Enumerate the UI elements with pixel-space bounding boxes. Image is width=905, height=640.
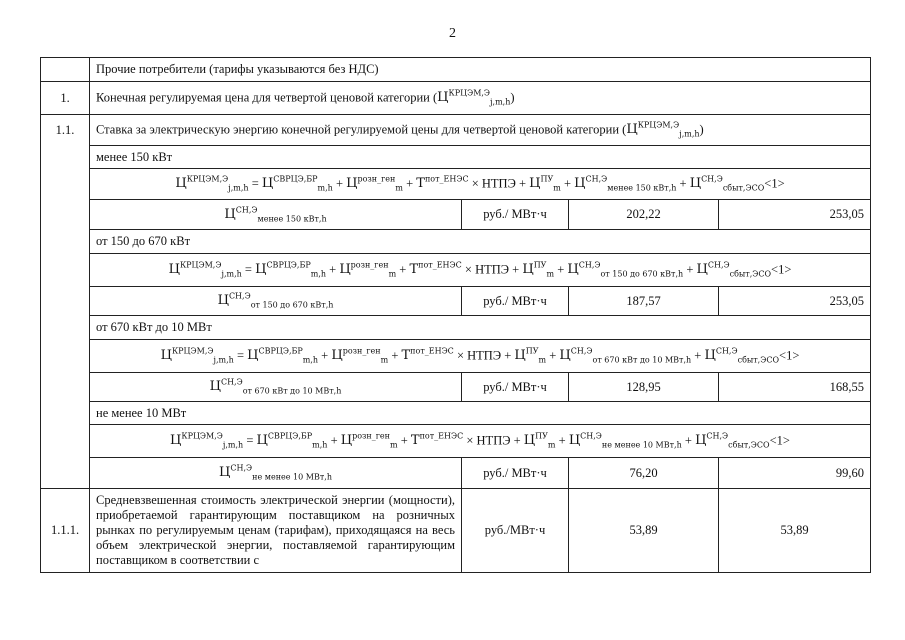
group-title-row — [41, 402, 871, 425]
row-1-text: Конечная регулируемая цена для четвертой ценовой категории — [96, 90, 430, 105]
unit-cell: руб./ МВт·ч — [462, 373, 569, 402]
row-text: Ставка за электрическую энергию конечной регулируемой цены для четвертой ценовой категории $(Ц^{КРЦЭМ,Э}_{j,m,h})$ — [90, 115, 871, 146]
group-title-row — [41, 230, 871, 254]
variable-label: $Ц^{СН,Э}_{от 150 до 670 кВт,h}$ — [90, 287, 462, 316]
unit-cell: руб./МВт·ч — [462, 489, 569, 573]
row-number: 1.1.1. — [41, 489, 90, 573]
row-number: 1.1. — [41, 115, 90, 146]
value-cell: 53,89 — [569, 489, 719, 573]
formula-symbol: $Ц^{КРЦЭМ,Э}_{j,m,h}$ — [437, 88, 511, 107]
formula: $Ц^{КРЦЭМ,Э}_{j,m,h} = Ц^{СВРЦЭ,БР}_{m,h} + Ц^{розн\_ген}_m + T^{пот\_ЕНЭС}$ × НТПЭ + $Ц^{ПУ}_m + Ц^{СН,Э}_{не менее 10 МВт,h} + Ц^{СН,Э}_{сбыт,ЭСО}<1>$ — [90, 425, 871, 458]
formula-symbol: $Ц^{КРЦЭМ,Э}_{j,m,h}$ — [626, 120, 700, 139]
unit-cell: руб./ МВт·ч — [462, 458, 569, 489]
value-row — [41, 287, 871, 316]
value-row — [41, 458, 871, 489]
group-title: не менее 10 МВт — [90, 402, 871, 425]
row-text: Конечная регулируемая цена для четвертой ценовой категории $(Ц^{КРЦЭМ,Э}_{j,m,h})$ — [90, 82, 871, 115]
value-cell: 128,95 — [569, 373, 719, 402]
group-title: от 150 до 670 кВт — [90, 230, 871, 254]
group-title-row — [41, 146, 871, 169]
num-cell — [41, 146, 90, 489]
formula: $Ц^{КРЦЭМ,Э}_{j,m,h} = Ц^{СВРЦЭ,БР}_{m,h} + Ц^{розн\_ген}_m + T^{пот\_ЕНЭС}$ × НТПЭ + $Ц^{ПУ}_m + Ц^{СН,Э}_{от 150 до 670 кВт,h} + Ц^{СН,Э}_{сбыт,ЭСО}<1>$ — [90, 254, 871, 287]
formula: $Ц^{КРЦЭМ,Э}_{j,m,h} = Ц^{СВРЦЭ,БР}_{m,h} + Ц^{розн\_ген}_m + T^{пот\_ЕНЭС}$ × НТПЭ + $Ц^{ПУ}_m + Ц^{СН,Э}_{менее 150 кВт,h} + Ц^{СН,Э}_{сбыт,ЭСО}<1>$ — [90, 169, 871, 200]
section-title: Прочие потребители (тарифы указываются без НДС) — [90, 58, 871, 82]
value-cell: 187,57 — [569, 287, 719, 316]
variable-label: $Ц^{СН,Э}_{от 670 кВт до 10 МВт,h}$ — [90, 373, 462, 402]
tariff-table — [40, 57, 871, 573]
group-title: менее 150 кВт — [90, 146, 871, 169]
row-text: Средневзвешенная стоимость электрической энергии (мощности), приобретаемой гарантирующим поставщиком на розничных рынках по регулируемым ценам (тарифам), приходящаяся на весь объем электрической энергии, поставляемой гарантирующим поставщиком в соответствии с — [90, 489, 462, 573]
unit-cell: руб./ МВт·ч — [462, 287, 569, 316]
unit-cell: руб./ МВт·ч — [462, 200, 569, 230]
page-number: 2 — [449, 26, 456, 41]
value-cell: 253,05 — [719, 287, 871, 316]
value-cell: 168,55 — [719, 373, 871, 402]
row-1-1-text: Ставка за электрическую энергию конечной регулируемой цены для четвертой ценовой категории — [96, 122, 620, 137]
formula: $Ц^{КРЦЭМ,Э}_{j,m,h} = Ц^{СВРЦЭ,БР}_{m,h} + Ц^{розн\_ген}_m + T^{пот\_ЕНЭС}$ × НТПЭ + $Ц^{ПУ}_m + Ц^{СН,Э}_{от 670 кВт до 10 МВт,h} + Ц^{СН,Э}_{сбыт,ЭСО}<1>$ — [90, 340, 871, 373]
table-row — [41, 489, 871, 573]
value-cell: 253,05 — [719, 200, 871, 230]
num-cell — [41, 58, 90, 82]
value-row — [41, 373, 871, 402]
formula-row — [41, 340, 871, 373]
value-cell: 53,89 — [719, 489, 871, 573]
table-row — [41, 115, 871, 146]
variable-label: $Ц^{СН,Э}_{не менее 10 МВт,h}$ — [90, 458, 462, 489]
value-cell: 99,60 — [719, 458, 871, 489]
formula-row — [41, 425, 871, 458]
group-title: от 670 кВт до 10 МВт — [90, 316, 871, 340]
groups-body — [41, 146, 871, 489]
group-title-row — [41, 316, 871, 340]
row-number: 1. — [41, 82, 90, 115]
table-row — [41, 58, 871, 82]
value-row — [41, 200, 871, 230]
value-cell: 76,20 — [569, 458, 719, 489]
table-row — [41, 82, 871, 115]
formula-row — [41, 254, 871, 287]
formula-row — [41, 169, 871, 200]
variable-label: $Ц^{СН,Э}_{менее 150 кВт,h}$ — [90, 200, 462, 230]
value-cell: 202,22 — [569, 200, 719, 230]
